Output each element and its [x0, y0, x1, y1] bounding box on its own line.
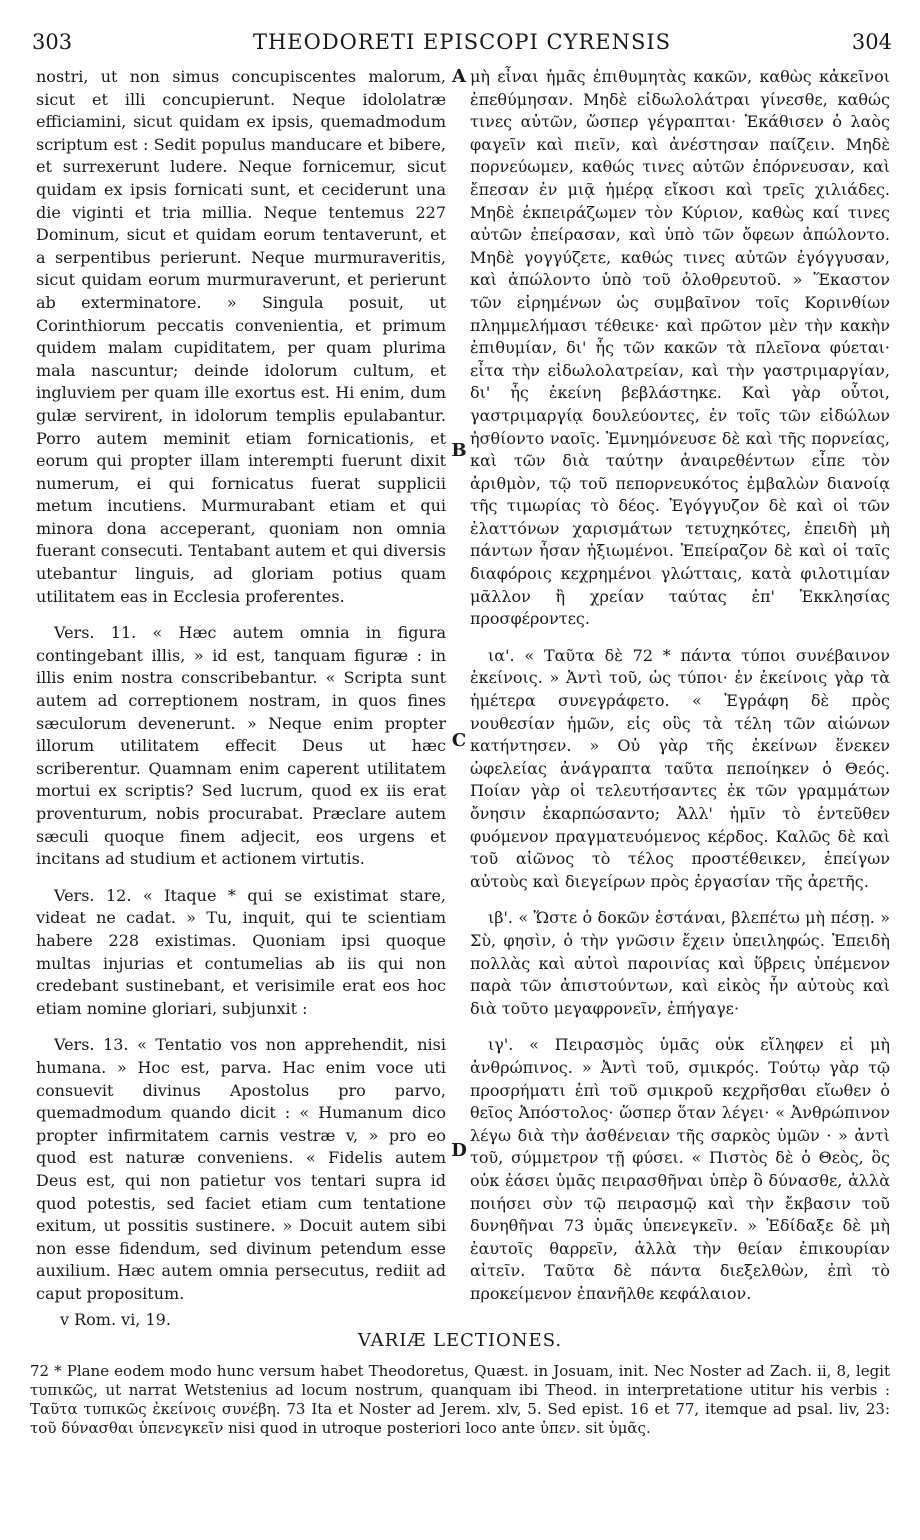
margin-letter-c: C	[451, 730, 467, 751]
latin-paragraph: Vers. 13. « Tentatio vos non apprehendit, nisi humana. » Hoc est, parva. Hac enim voce uti consuevit divinus Apostolus pro parvo, quemadmodum quando dicit : « Humanum dico propter infirmitatem carnis vestræ v, » pro eo quod est naturæ conveniens. « Fidelis autem Deus est, qui non patietur vos tentari supra id quod potestis, sed faciet etiam cum tentatione exitum, ut possitis sustinere. » Docuit autem sibi non esse fidendum, sed divinum petendum esse auxilium. Hæc autem omnia persecutus, rediit ad caput propositum.	[36, 1035, 446, 1303]
margin-letter-b: B	[451, 440, 467, 461]
latin-paragraph: Vers. 12. « Itaque * qui se existimat stare, videat ne cadat. » Tu, inquit, qui te scientiam habere 228 existimas. Quoniam ipsi quoque multas injurias et contumelias ab iis qui non credebant sustinebant, et verisimile erat eos hoc etiam nomine gloriari, subjunxit :	[36, 885, 446, 1018]
latin-paragraph: Vers. 11. « Hæc autem omnia in figura contingebant illis, » id est, tanquam figuræ : in illis enim nostra conscribebantur. « Scripta sunt autem ad correptionem nostram, in quos fines sæculorum devenerunt. » Neque enim propter illorum utilitatem effecit Deus ut hæc scriberentur. Quamnam enim caperent utilitatem mortui ex scriptis? Sed lucrum, quod ex iis erat proventurum, nobis procurabat. Præclare autem sæculi quoque finem adjecit, eos urgens et incitans ad studium et actionem virtutis.	[36, 623, 446, 869]
latin-paragraph: nostri, ut non simus concupiscentes malorum, sicut et illi concupierunt. Neque idololatræ efficiamini, sicut quidam ex ipsis, quemadmodum scriptum est : Sedit populus manducare et bibere, et surrexerunt ludere. Neque fornicemur, sicut quidam ex ipsis fornicati sunt, et ceciderunt una die viginti et tria millia. Neque tentemus 227 Dominum, sicut et quidam eorum tentaverunt, et a serpentibus perierunt. Neque murmuraveritis, sicut quidam eorum murmuraverunt, et perierunt ab exterminatore. » Singula posuit, ut Corinthiorum peccatis convenientia, et primum quidem malam cupiditatem, per quam plurima mala nascuntur; deinde idolorum cultum, et ingluviem per quam ille exortus est. Hi enim, dum gulæ servirent, in idolorum templis epulabantur. Porro autem meminit etiam fornicationis, et eorum qui propter illam interempti fuerunt dixit numerum, ei qui fornicatus fuerat supplicii metum incutiens. Murmurabant etiam et qui minora dona acceperant, quoniam non omnia fuerant consecuti. Tentabant autem et qui diversis utebantur linguis, ad gloriam potius quam utilitatem eas in Ecclesia proferentes.	[36, 67, 446, 606]
latin-column	[36, 66, 446, 1305]
greek-paragraph: μὴ εἶναι ἡμᾶς ἐπιθυμητὰς κακῶν, καθὼς κἀκεῖνοι ἐπεθύμησαν. Μηδὲ εἰδωλολάτραι γίνεσθε, καθώς τινες αὐτῶν, ὥσπερ γέγραπται· Ἐκάθισεν ὁ λαὸς φαγεῖν καὶ πιεῖν, καὶ ἀνέστησαν παίζειν. Μηδὲ πορνεύωμεν, καθώς τινες αὐτῶν ἐπόρνευσαν, καὶ ἔπεσαν ἐν μιᾷ ἡμέρᾳ εἴκοσι καὶ τρεῖς χιλιάδες. Μηδὲ ἐκπειράζωμεν τὸν Κύριον, καθὼς καί τινες αὐτῶν ἐπείρασαν, καὶ ὑπὸ τῶν ὄφεων ἀπώλοντο. Μηδὲ γογγύζετε, καθώς τινες αὐτῶν ἐγόγγυσαν, καὶ ἀπώλοντο ὑπὸ τοῦ ὀλοθρευτοῦ. » Ἕκαστον τῶν εἰρημένων ὡς συμβαῖνον τοῖς Κορινθίων πλημμελήμασι τέθεικε· καὶ πρῶτον μὲν τὴν κακὴν ἐπιθυμίαν, δι' ἧς τῶν κακῶν τὰ πλεῖονα φύεται· εἶτα τὴν εἰδωλολατρείαν, καὶ τὴν γαστριμαργίαν, δι' ἧς ἐκείνη βεβλάστηκε. Καὶ γὰρ οὗτοι, γαστριμαργίᾳ δουλεύοντες, ἐν τοῖς τῶν εἰδώλων ἠσθίοντο ναοῖς. Ἐμνημόνευσε δὲ καὶ τῆς πορνείας, καὶ τῶν διὰ ταύτην ἀναιρεθέντων εἶπε τὸν ἀριθμὸν, τῷ τοῦ πεπορνευκότος ἐμβαλὼν διανοίᾳ τῆς τιμωρίας τὸ δέος. Ἐγόγγυζον δὲ καὶ οἱ τῶν ἐλαττόνων χαρισμάτων τετυχηκότες, ἐπειδὴ μὴ πάντων ἦσαν ἠξιωμένοι. Ἐπείραζον δὲ καὶ οἱ ταῖς διαφόροις κεχρημένοι γλώτταις, κατὰ φιλοτιμίαν μᾶλλον ἢ χρείαν ταύτας ἐπ' Ἐκκλησίας προσφέροντες.	[470, 67, 890, 629]
margin-letter-a: A	[452, 66, 466, 87]
running-title: THEODORETI EPISCOPI CYRENSIS	[252, 30, 672, 54]
page-number-right: 304	[851, 30, 892, 54]
greek-paragraph: ιβ'. « Ὥστε ὁ δοκῶν ἑστάναι, βλεπέτω μὴ πέσῃ. » Σὺ, φησὶν, ὁ τὴν γνῶσιν ἔχειν ὑπειληφώς. Ἐπειδὴ πολλὰς καὶ αὐτοὶ παροινίας καὶ ὕβρεις ὑπέμενον παρὰ τῶν ἀπιστούντων, καὶ εἰκὸς ἦν αὐτοὺς καὶ διὰ τοῦτο μεγαφρονεῖν, ἐπήγαγε·	[470, 908, 890, 1018]
greek-column	[470, 66, 890, 1305]
variae-lectiones-title: VARIÆ LECTIONES.	[357, 1330, 563, 1351]
greek-paragraph: ιγ'. « Πειρασμὸς ὑμᾶς οὐκ εἴληφεν εἰ μὴ ἀνθρώπινος. » Ἀντὶ τοῦ, σμικρός. Τούτῳ γὰρ τῷ προσρήματι ἐπὶ τοῦ σμικροῦ κεχρῆσθαι εἴωθεν ὁ θεῖος Ἀπόστολος· ὥσπερ ὅταν λέγει· « Ἀνθρώπινον λέγω διὰ τὴν ἀσθένειαν τῆς σαρκὸς ὑμῶν · » ἀντὶ τοῦ, σύμμετρον τῇ φύσει. « Πιστὸς δὲ ὁ Θεὸς, ὃς οὐκ ἐάσει ὑμᾶς πειρασθῆναι ὑπὲρ ὃ δύνασθε, ἀλλὰ ποιήσει σὺν τῷ πειρασμῷ καὶ τὴν ἔκβασιν τοῦ δυνηθῆναι 73 ὑμᾶς ὑπενεγκεῖν. » Ἐδίδαξε δὲ μὴ ἑαυτοῖς θαρρεῖν, ἀλλὰ τὴν θείαν ἐπικουρίαν αἰτεῖν. Ταῦτα δὲ πάντα διεξελθὼν, ἐπὶ τὸ προκείμενον ἐπανῆλθε κεφάλαιον.	[470, 1035, 890, 1303]
variae-lectiones-text: 72 * Plane eodem modo hunc versum habet Theodoretus, Quæst. in Josuam, init. Nec Noster ad Zach. ii, 8, legit τυπικῶς, ut narrat Wetstenius ad locum nostrum, quanquam ibi Theod. in interpretatione utitur his verbis : Ταῦτα τυπικῶς ἐκείνοις συνέβη. 73 Ita et Noster ad Jerem. xlv, 5. Sed epist. 16 et 77, itemque ad psal. liv, 23: τοῦ δύνασθαι ὑπενεγκεῖν nisi quod in utroque posteriori loco ante ὑπεν. sit ὑμᾶς.	[30, 1362, 890, 1437]
page-header	[28, 30, 896, 60]
page-number-left: 303	[32, 30, 73, 54]
margin-letter-d: D	[451, 1140, 467, 1161]
greek-paragraph: ια'. « Ταῦτα δὲ 72 * πάντα τύποι συνέβαινον ἐκείνοις. » Ἀντὶ τοῦ, ὡς τύποι· ἐν ἐκείνοις γὰρ τὰ ἡμέτερα συνεγράφετο. « Ἐγράφη δὲ πρὸς νουθεσίαν ἡμῶν, εἰς οὓς τὰ τέλη τῶν αἰώνων κατήντησεν. » Οὐ γὰρ τῆς ἐκείνων ἕνεκεν ὠφελείας ἀνάγραπτα ταῦτα πεποίηκεν ὁ Θεός. Ποίαν γὰρ οἱ τελευτήσαντες ἐκ τῶν γραμμάτων ὄνησιν ἐκαρπώσαντο; Ἀλλ' ἡμῖν τὸ ἐντεῦθεν φυόμενον πραγματευόμενος κέρδος. Καλῶς δὲ καὶ τοῦ αἰῶνος τὸ τέλος προστέθεικεν, ἐπείγων αὐτοὺς καὶ διεγείρων πρὸς ἐργασίαν τῆς ἀρετῆς.	[470, 645, 890, 891]
footnote: v Rom. vi, 19.	[60, 1310, 171, 1329]
